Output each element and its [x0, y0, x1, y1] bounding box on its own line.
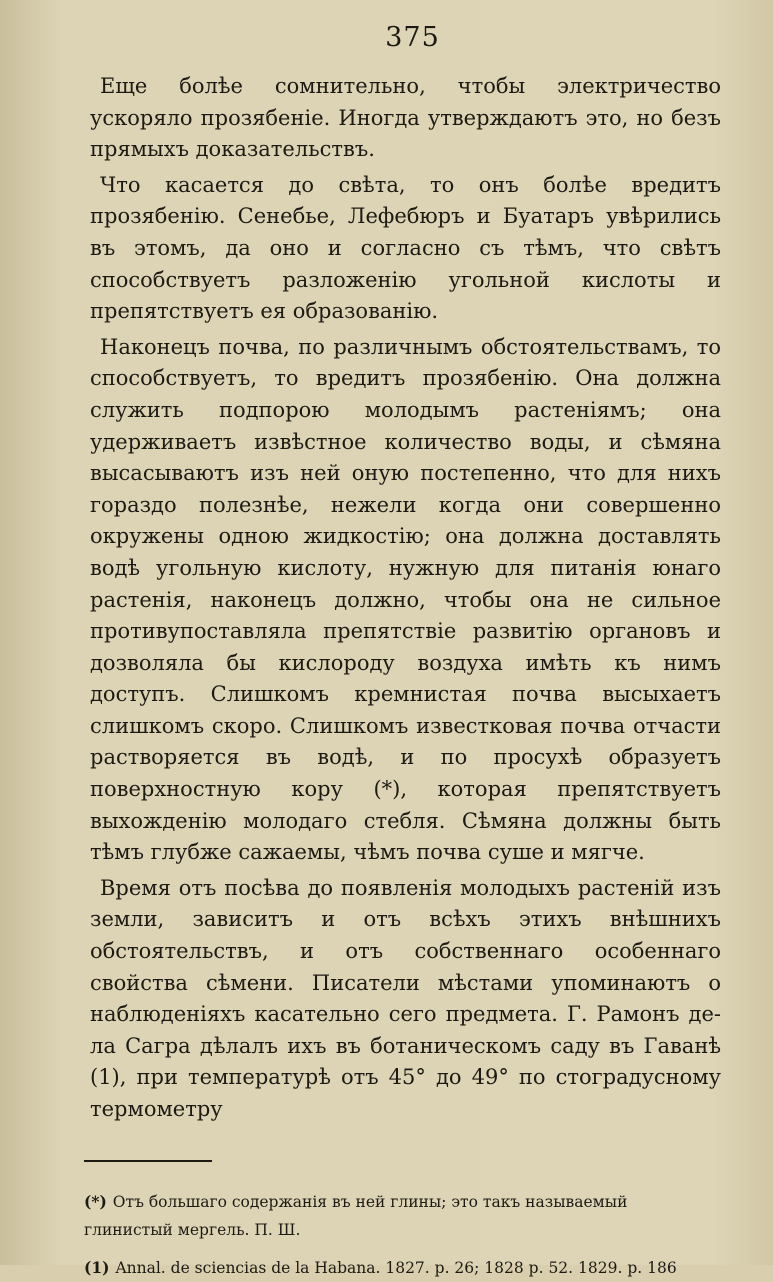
footnote-text: Annal. de sciencias de la Habana. 1827. p. 26; 1828 p. 52. 1829. p. 186 [115, 1258, 677, 1277]
footnotes [84, 1188, 721, 1282]
paragraph-soil: Наконецъ почва, по различнымъ обстоятельствамъ, то способствуетъ, то вредитъ прозябенію. Она должна служить подпорою молодымъ растеніямъ; она удерживаетъ извѣстное количество воды, и сѣмяна высасываютъ изъ ней оную постепенно, что для нихъ гораздо полезнѣе, нежели когда они совершенно окружены одною жидкостію; она должна доставлять водѣ угольную кислоту, нужную для питанія юнаго растенія, наконецъ должно, чтобы она не сильное противупоставляла препятствіе развитію органовъ и дозволяла бы кислороду воздуха имѣть къ нимъ доступъ. Слишкомъ кремнистая почва высыхаетъ слишкомъ скоро. Слишкомъ известковая почва отчасти растворяется въ водѣ, и по просухѣ образуетъ поверхностную кору (*), которая препятствуетъ выхожденію молодаго стебля. Сѣмяна должны быть тѣмъ глубже сажаемы, чѣмъ почва суше и мягче. [90, 334, 721, 865]
footnote-one [84, 1254, 721, 1282]
paragraph-electricity: Еще болѣе сомнительно, чтобы электричество ускоряло прозябеніе. Иногда утверждаютъ это, но безъ прямыхъ доказательствъ. [90, 74, 721, 162]
paragraph-light: Что касается до свѣта, то онъ болѣе вредитъ прозябенію. Сенебье, Лефебюръ и Буатаръ увѣрились въ этомъ, да оно и согласно съ тѣмъ, что свѣтъ способствуетъ разложенію угольной кислоты и препятствуетъ ея образованію. [90, 172, 721, 324]
paragraph-germination-time: Время отъ посѣва до появленія молодыхъ растеній изъ земли, зависитъ и отъ всѣхъ этихъ внѣшнихъ обстоятельствъ, и отъ собственнаго особеннаго свойства сѣмени. Писатели мѣстами упоминаютъ о наблюденіяхъ касательно сего предмета. Г. Рамонъ де-ла Сагра дѣлалъ ихъ въ ботаническомъ саду въ Гаванѣ (1), при температурѣ отъ 45° до 49° по стоградусному термометру [90, 875, 721, 1121]
footnote-separator [84, 1160, 212, 1162]
page-number: 375 [385, 22, 440, 53]
footnote-marker: (*) [84, 1191, 107, 1211]
body-text [90, 71, 721, 1126]
footnote-asterisk [84, 1188, 721, 1244]
footnote-marker: (1) [84, 1257, 110, 1277]
footnote-text: Отъ большаго содержанія въ ней глины; это такъ называемый глинистый мергель. П. Ш. [84, 1192, 628, 1239]
